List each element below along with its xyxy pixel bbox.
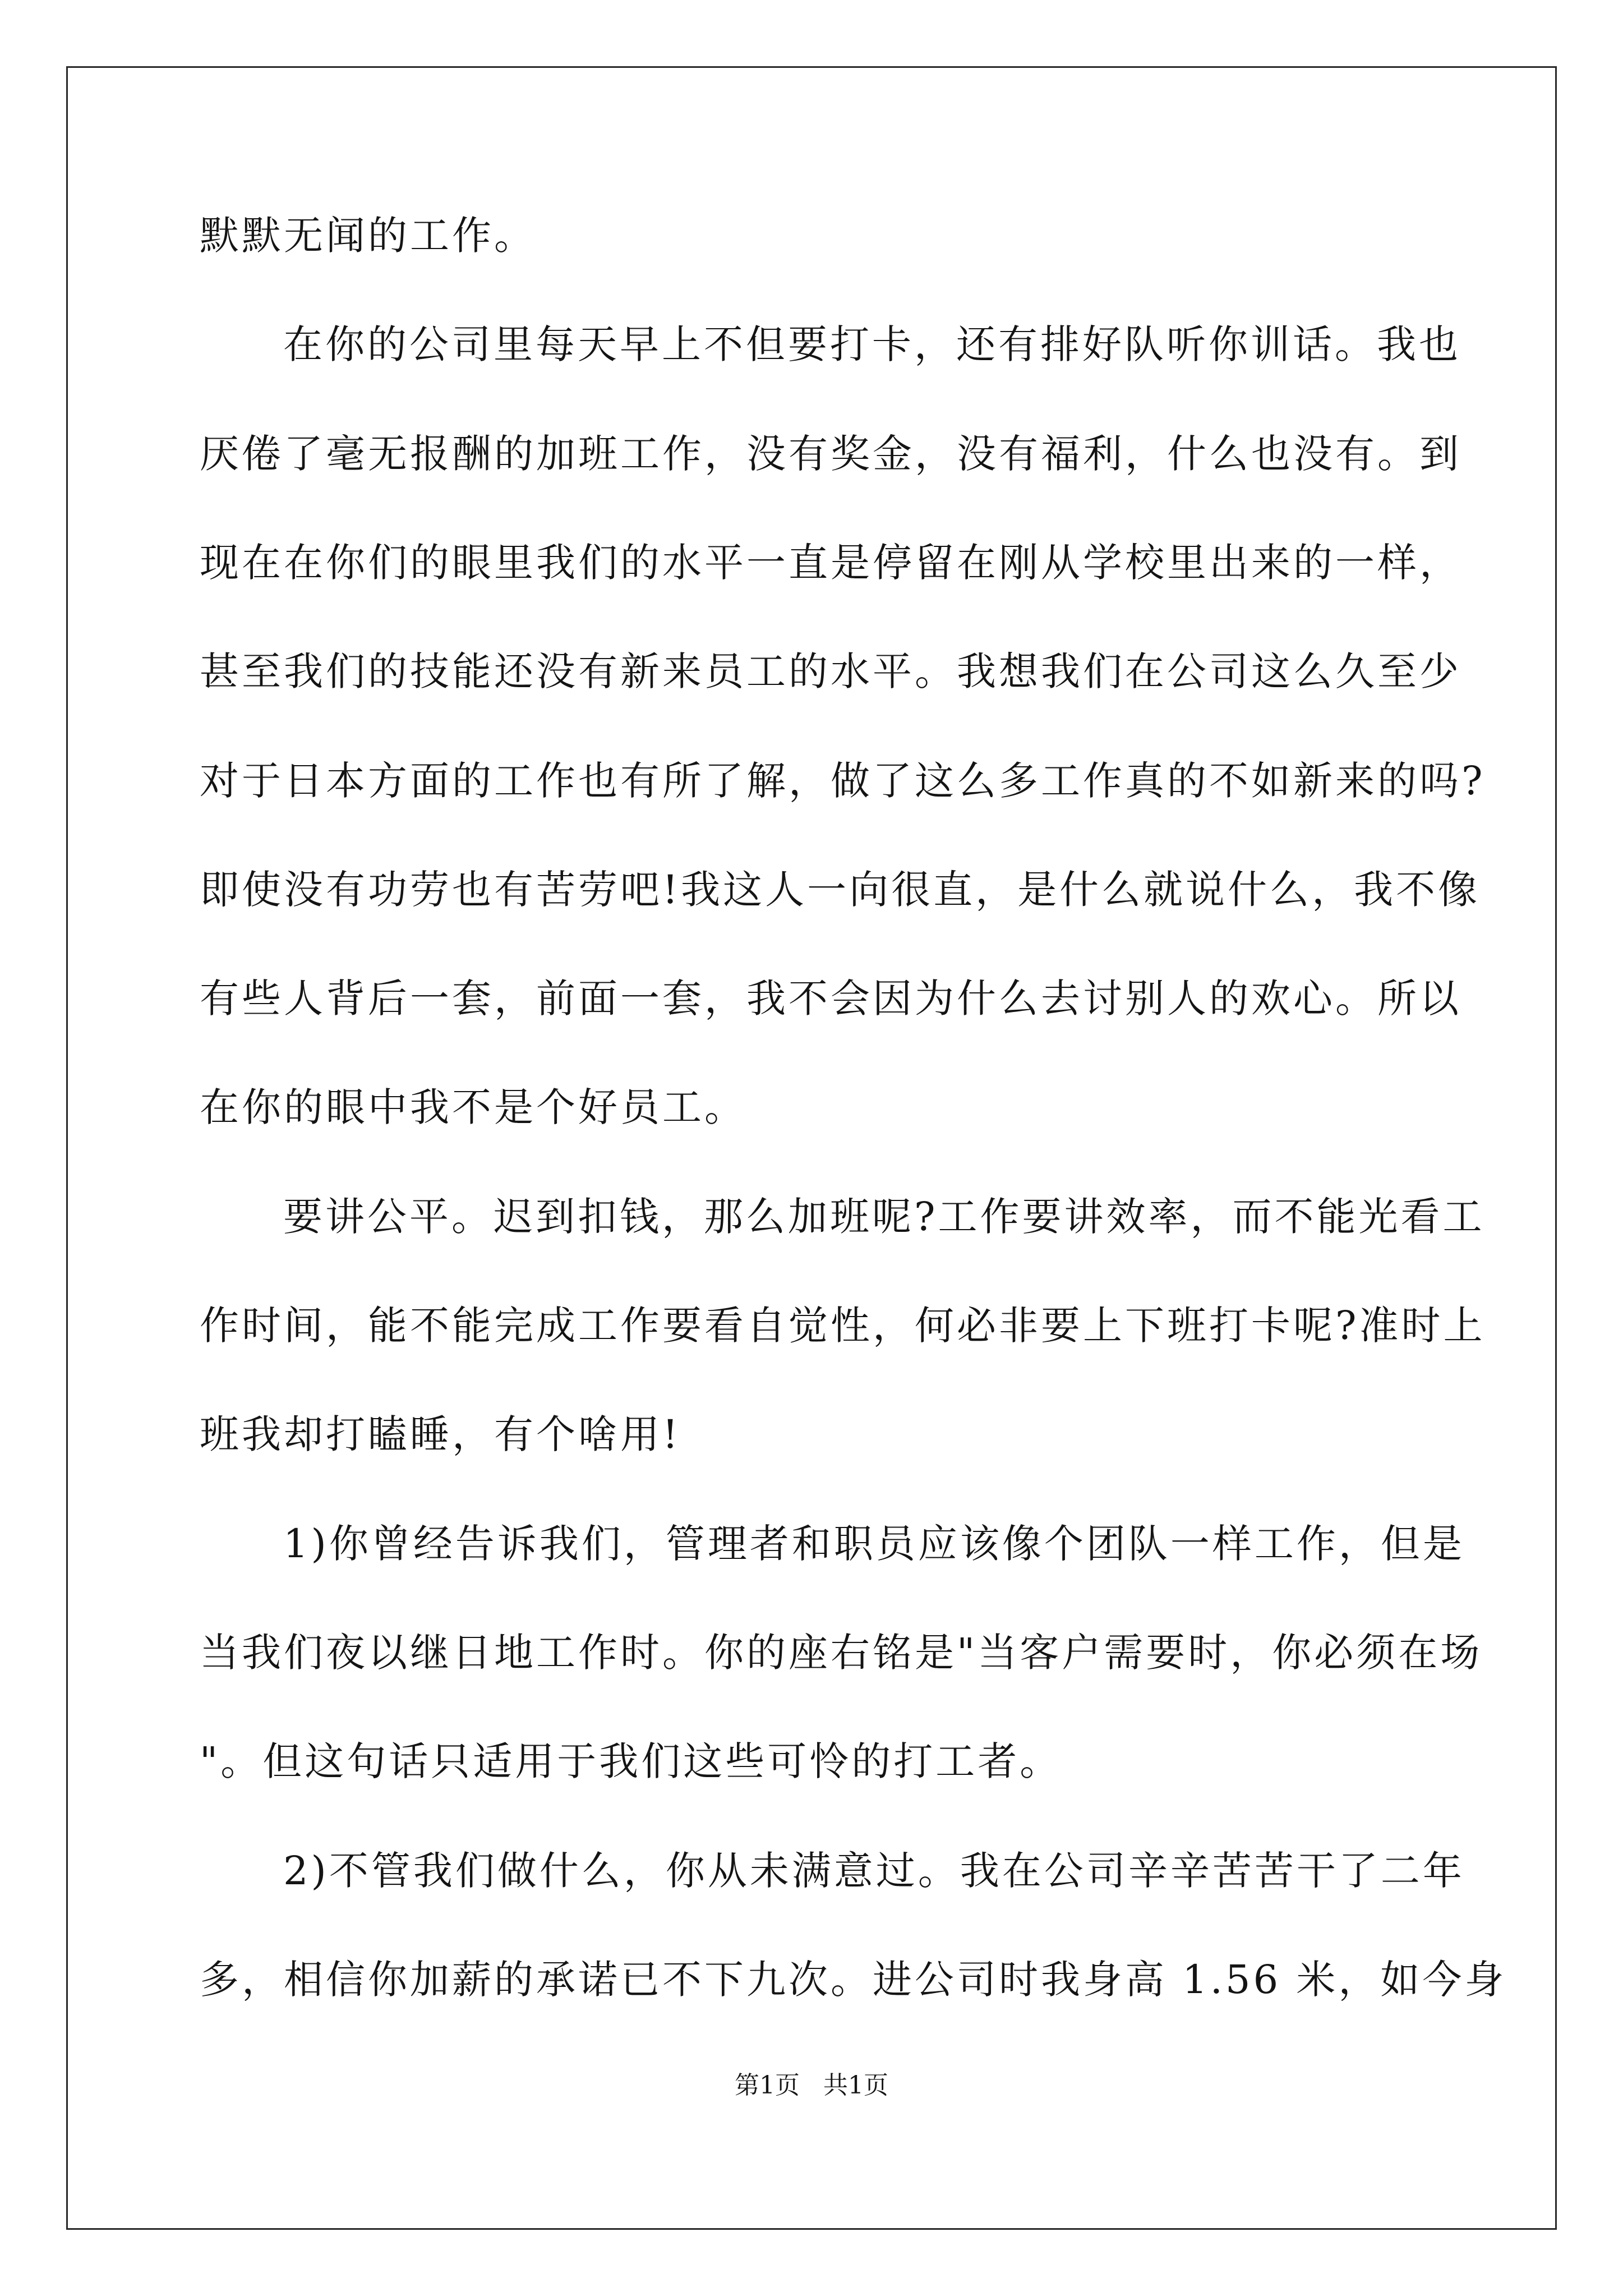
text-line: 厌倦了毫无报酬的加班工作，没有奖金，没有福利，什么也没有。到 <box>200 431 1461 477</box>
text-line: 即使没有功劳也有苦劳吧!我这人一向很直，是什么就说什么，我不像 <box>200 867 1481 913</box>
text-line: 对于日本方面的工作也有所了解，做了这么多工作真的不如新来的吗? <box>200 758 1486 804</box>
text-line: 要讲公平。迟到扣钱，那么加班呢?工作要讲效率，而不能光看工 <box>283 1194 1485 1240</box>
text-line: 1)你曾经告诉我们，管理者和职员应该像个团队一样工作，但是 <box>283 1521 1465 1567</box>
text-line: 2)不管我们做什么，你从未满意过。我在公司辛辛苦苦干了二年 <box>283 1848 1465 1894</box>
text-line: 班我却打瞌睡，有个啥用! <box>200 1411 681 1457</box>
text-line: 在你的公司里每天早上不但要打卡，还有排好队听你训话。我也 <box>283 321 1461 367</box>
text-line: 当我们夜以继日地工作时。你的座右铭是"当客户需要时，你必须在场 <box>200 1630 1483 1676</box>
text-line: 有些人背后一套，前面一套，我不会因为什么去讨别人的欢心。所以 <box>200 976 1461 1022</box>
page-footer: 第1页 共1页 <box>735 2071 888 2100</box>
page-border <box>66 66 1557 2230</box>
text-line: "。但这句话只适用于我们这些可怜的打工者。 <box>200 1738 1062 1784</box>
text-line: 默默无闻的工作。 <box>200 213 536 259</box>
text-line: 作时间，能不能完成工作要看自觉性，何必非要上下班打卡呢?准时上 <box>200 1303 1486 1349</box>
text-line: 甚至我们的技能还没有新来员工的水平。我想我们在公司这么久至少 <box>200 648 1461 694</box>
text-line: 现在在你们的眼里我们的水平一直是停留在刚从学校里出来的一样， <box>200 540 1461 586</box>
text-line: 多，相信你加薪的承诺已不下九次。进公司时我身高 1.56 米，如今身 <box>200 1957 1507 2003</box>
text-line: 在你的眼中我不是个好员工。 <box>200 1084 746 1130</box>
